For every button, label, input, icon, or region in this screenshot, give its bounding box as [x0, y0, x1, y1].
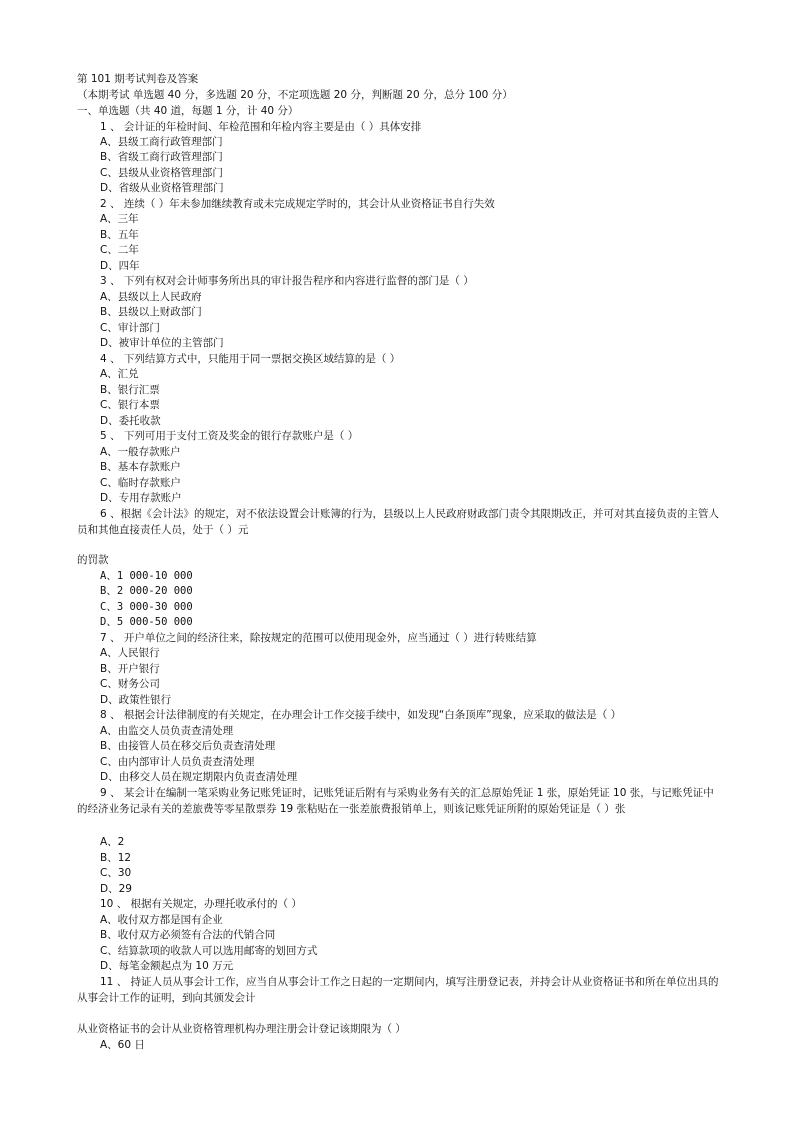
option-2a: A、三年 — [100, 213, 139, 225]
option-4c: C、银行本票 — [100, 399, 160, 411]
option-4d: D、委托收款 — [100, 415, 161, 427]
question-11-continuation: 从业资格证书的会计从业资格管理机构办理注册会计登记该期限为（ ） — [77, 1023, 406, 1035]
question-7: 7 、 开户单位之间的经济往来，除按规定的范围可以使用现金外，应当通过（ ）进行转账结算 — [100, 632, 537, 644]
option-10b: B、收付双方必须签有合法的代销合同 — [100, 929, 276, 941]
option-3d: D、被审计单位的主管部门 — [100, 337, 224, 349]
option-9b: B、12 — [100, 852, 132, 864]
option-6a: A、1 000-10 000 — [100, 570, 193, 582]
option-5a: A、一般存款账户 — [100, 446, 181, 458]
option-2c: C、二年 — [100, 244, 139, 256]
option-9d: D、29 — [100, 883, 132, 895]
option-8d: D、由移交人员在规定期限内负责查清处理 — [100, 771, 298, 783]
question-3: 3 、 下列有权对会计师事务所出具的审计报告程序和内容进行监督的部门是（ ） — [100, 275, 474, 287]
option-8c: C、由内部审计人员负责查清处理 — [100, 756, 255, 768]
question-6: 6 、根据《会计法》的规定，对不依法设置会计账簿的行为，县级以上人民政府财政部门责令其限期改正，并可对其直接负责的主管人员和其他直接责任人员，处于（ ）元 — [77, 508, 720, 536]
option-5b: B、基本存款账户 — [100, 461, 181, 473]
option-6d: D、5 000-50 000 — [100, 616, 193, 628]
option-8b: B、由接管人员在移交后负责查清处理 — [100, 740, 276, 752]
option-7b: B、开户银行 — [100, 663, 160, 675]
question-8: 8 、 根据会计法律制度的有关规定，在办理会计工作交接手续中，如发现“白条顶库”现象，应采取的做法是（ ） — [100, 709, 622, 721]
option-11a: A、60 日 — [100, 1039, 145, 1051]
option-5d: D、专用存款账户 — [100, 492, 182, 504]
option-1c: C、县级从业资格管理部门 — [100, 167, 223, 179]
option-1b: B、省级工商行政管理部门 — [100, 151, 223, 163]
option-9c: C、30 — [100, 867, 132, 879]
option-1a: A、县级工商行政管理部门 — [100, 136, 223, 148]
option-7a: A、人民银行 — [100, 647, 160, 659]
question-2: 2 、 连续（ ）年未参加继续教育或未完成规定学时的，其会计从业资格证书自行失效 — [100, 198, 495, 210]
option-6b: B、2 000-20 000 — [100, 585, 193, 597]
option-2d: D、四年 — [100, 260, 140, 272]
option-9a: A、2 — [100, 836, 125, 848]
option-1d: D、省级从业资格管理部门 — [100, 182, 224, 194]
option-8a: A、由监交人员负责查清处理 — [100, 725, 234, 737]
document-subtitle: （本期考试 单选题 40 分，多选题 20 分，不定项选题 20 分，判断题 20 分，总分 100 分） — [77, 89, 513, 101]
question-9: 9 、 某会计在编制一笔采购业务记账凭证时，记账凭证后附有与采购业务有关的汇总原始凭证 1 张，原始凭证 10 张，与记账凭证中的经济业务记录有关的差旅费等零星散票券 19 张粘贴在一张差旅费报销单上，则该记账凭证所附的原始凭证是（ ）张 — [77, 787, 714, 815]
section-heading: 一、单选题（共 40 道，每题 1 分，计 40 分） — [77, 105, 299, 117]
option-7d: D、政策性银行 — [100, 694, 172, 706]
option-10c: C、结算款项的收款人可以选用邮寄的划回方式 — [100, 945, 318, 957]
option-2b: B、五年 — [100, 229, 139, 241]
question-11: 11 、 持证人员从事会计工作，应当自从事会计工作之日起的一定期间内，填写注册登记表，并持会计从业资格证书和所在单位出具的从事会计工作的证明，到向其颁发会计 — [77, 976, 719, 1004]
option-10d: D、每笔金额起点为 10 万元 — [100, 960, 234, 972]
option-4a: A、汇兑 — [100, 368, 139, 380]
question-5: 5 、 下列可用于支付工资及奖金的银行存款账户是（ ） — [100, 430, 359, 442]
question-4: 4 、 下列结算方式中，只能用于同一票据交换区域结算的是（ ） — [100, 353, 401, 365]
option-6c: C、3 000-30 000 — [100, 601, 193, 613]
option-3a: A、县级以上人民政府 — [100, 291, 202, 303]
option-3b: B、县级以上财政部门 — [100, 306, 202, 318]
question-10: 10 、 根据有关规定，办理托收承付的（ ） — [100, 898, 302, 910]
option-4b: B、银行汇票 — [100, 384, 160, 396]
document-title: 第 101 期考试判卷及答案 — [77, 73, 199, 85]
option-3c: C、审计部门 — [100, 322, 160, 334]
question-1: 1 、 会计证的年检时间、年检范围和年检内容主要是由（ ）具体安排 — [100, 121, 422, 133]
option-7c: C、财务公司 — [100, 678, 160, 690]
option-5c: C、临时存款账户 — [100, 477, 181, 489]
question-6-continuation: 的罚款 — [77, 554, 109, 566]
option-10a: A、收付双方都是国有企业 — [100, 914, 223, 926]
